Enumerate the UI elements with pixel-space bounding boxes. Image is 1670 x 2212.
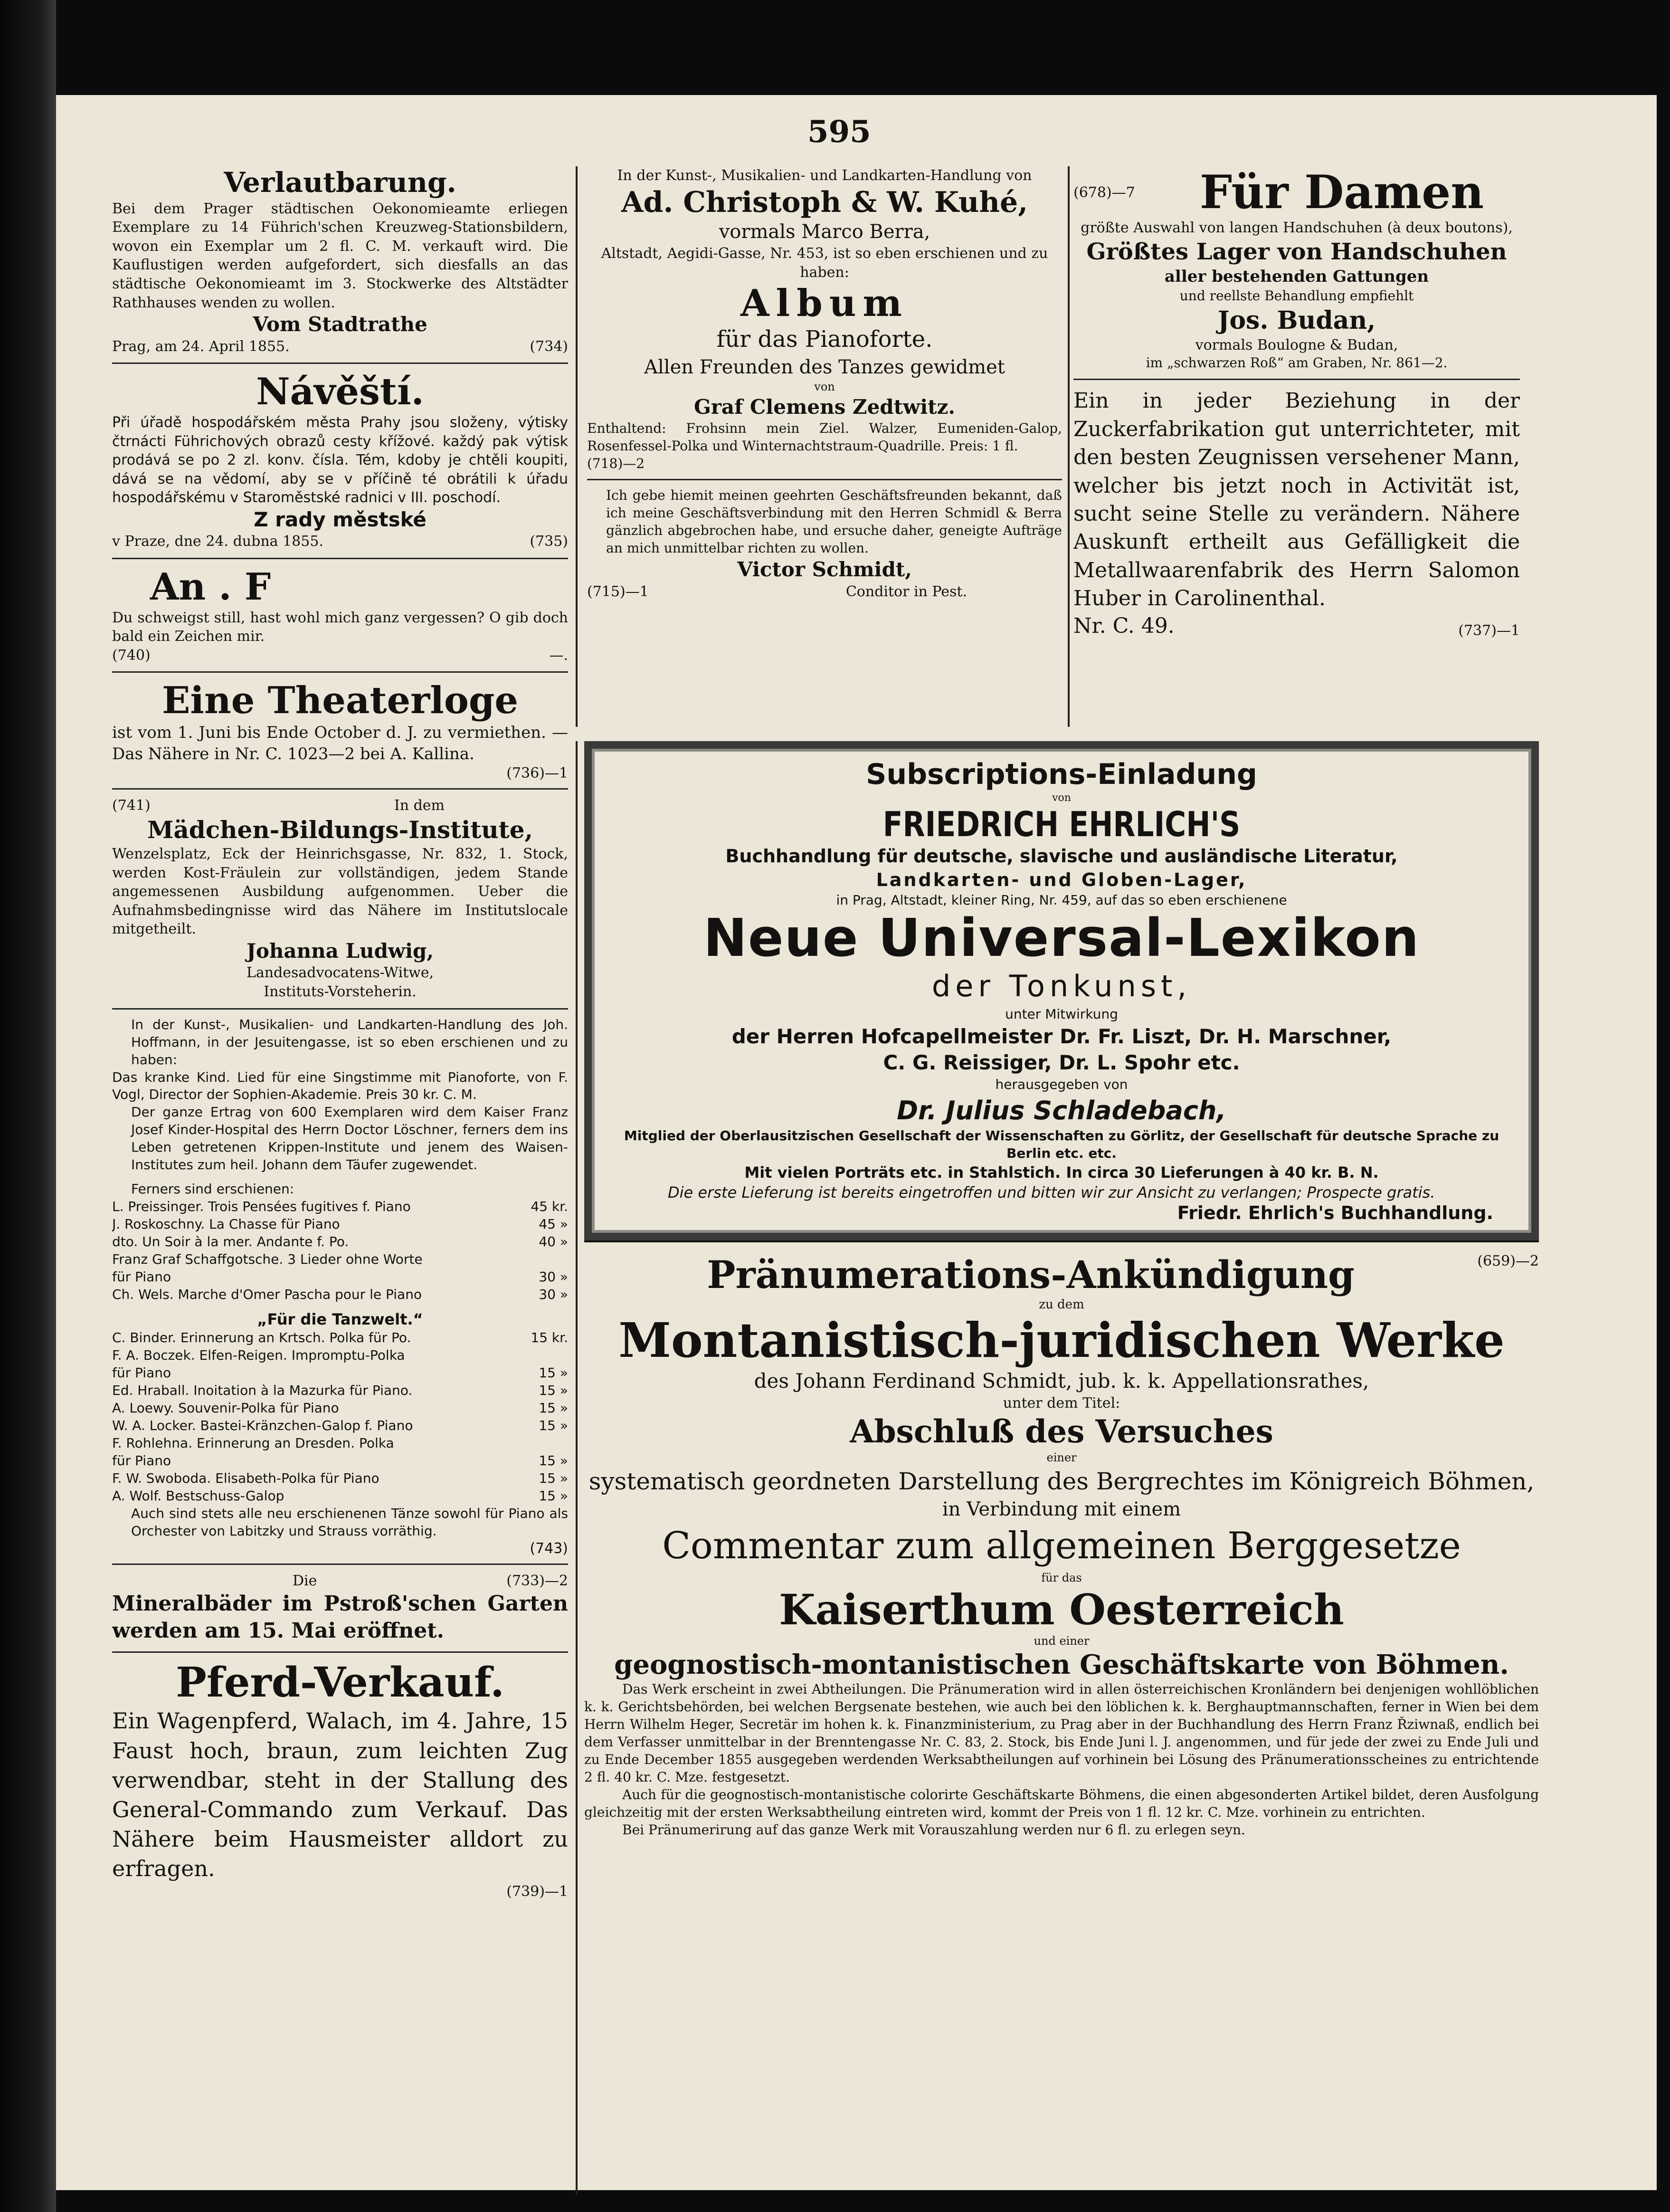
ad-line: C. G. Reissiger, Dr. L. Spohr etc. bbox=[883, 1051, 1240, 1075]
ad-signer: Vom Stadtrathe bbox=[253, 313, 427, 336]
ad-number: (736)—1 bbox=[506, 764, 568, 782]
ad-line: und einer bbox=[1034, 1634, 1090, 1648]
price-list-price: 45 kr. bbox=[531, 1199, 568, 1215]
price-list-title: C. Binder. Erinnerung an Krtsch. Polka für Po. bbox=[112, 1330, 411, 1346]
ad-subhead: „Für die Tanzwelt.“ bbox=[257, 1310, 423, 1328]
ad-von: von bbox=[1052, 792, 1071, 804]
ad-title: Pferd-Verkauf. bbox=[176, 1658, 504, 1707]
ad-work-title-2: der Tonkunst, bbox=[931, 969, 1192, 1004]
ad-title: Für Damen bbox=[1199, 166, 1484, 219]
divider bbox=[112, 1651, 568, 1653]
ad-signer: Jos. Budan, bbox=[1217, 305, 1376, 335]
ad-schmidt bbox=[587, 487, 1062, 601]
price-list-row bbox=[112, 1216, 568, 1233]
ad-line: Buchhandlung für deutsche, slavische und ausländische Literatur, bbox=[725, 845, 1398, 867]
page-number: 595 bbox=[807, 114, 871, 150]
ad-title: Eine Theaterloge bbox=[161, 679, 519, 723]
ad-signer-2: Conditor in Pest. bbox=[845, 583, 967, 600]
ad-damen bbox=[1073, 166, 1520, 372]
ad-date: Prag, am 24. April 1855. bbox=[112, 338, 290, 355]
ad-pre: In dem bbox=[394, 797, 445, 814]
ad-number: (739)—1 bbox=[506, 1883, 568, 1900]
ad-text: Při úřadě hospodářském města Prahy jsou složeny, výtisky čtrnácti Führichových obrazů cesty křížové. každý pak výtisk prodává se po 2 zl. konv. čísla. Tém, kdoby je chtěli koupiti, dává se na vědomí, aby se v příčině té obrátili k úřadu hospodářskému v Staroměstské radnici v III. poschodí. bbox=[112, 414, 568, 506]
ad-text: Auch für die geognostisch-montanistische colorirte Geschäftskarte Böhmens, die einen abgesonderten Artikel bildet, deren Ausfolgung gleichzeitig mit der ersten Werksabtheilung eintreten wird, kommt der Preis von 1 fl. 12 kr. C. Mze. vorhinein zu entrichten. bbox=[584, 1786, 1539, 1820]
ad-subtitle: für das Pianoforte. bbox=[716, 326, 933, 353]
price-list-title: Ed. Hraball. Inoitation à la Mazurka für Piano. bbox=[112, 1382, 413, 1398]
ad-zucker bbox=[1073, 387, 1520, 640]
price-list-row bbox=[112, 1470, 568, 1487]
ad-line: in Verbindung mit einem bbox=[942, 1498, 1181, 1520]
price-list-row bbox=[112, 1198, 568, 1216]
price-list-price: 15 » bbox=[539, 1487, 568, 1504]
ad-line: größte Auswahl von langen Handschuhen (à deux boutons), bbox=[1081, 219, 1513, 237]
ad-mineral bbox=[112, 1572, 568, 1645]
column-rule-1 bbox=[576, 166, 578, 727]
ad-title: Album bbox=[740, 281, 909, 325]
ad-author: des Johann Ferdinand Schmidt, jub. k. k. Appellationsrathes, bbox=[754, 1369, 1369, 1392]
ad-text: Ein Wagenpferd, Walach, im 4. Jahre, 15 Faust hoch, braun, zum leichten Zug verwendbar, steht in der Stallung des General-Commando zum Verkauf. Das Nähere beim Hausmeister alldort zu erfragen. bbox=[112, 1708, 568, 1881]
price-list-title: Ch. Wels. Marche d'Omer Pascha pour le Piano bbox=[112, 1286, 422, 1302]
ad-number: (741) bbox=[112, 797, 151, 814]
ad-date: v Praze, dne 24. dubna 1855. bbox=[112, 533, 323, 550]
ad-subtitle: Abschluß des Versuches bbox=[850, 1412, 1273, 1450]
ad-item: Der ganze Ertrag von 600 Exemplaren wird dem Kaiser Franz Josef Kinder-Hospital des Herrn Doctor Löschner, ferners dem ins Leben getretenen Krippen-Institute und jenem des Waisen-Institutes zum heil. Johann dem Täufer zugewendet. bbox=[131, 1104, 568, 1173]
ad-number: (659)—2 bbox=[1477, 1253, 1539, 1270]
column-rule-2 bbox=[1068, 166, 1070, 727]
ad-line: unter Mitwirkung bbox=[1005, 1006, 1118, 1022]
ad-hoffmann bbox=[112, 1016, 568, 1557]
ad-line: in Prag, Altstadt, kleiner Ring, Nr. 459, auf das so eben erschienene bbox=[836, 892, 1287, 908]
ad-line: zu dem bbox=[1039, 1297, 1084, 1312]
price-list-row bbox=[112, 1417, 568, 1435]
price-list-title: L. Preissinger. Trois Pensées fugitives f. Piano bbox=[112, 1199, 411, 1215]
price-list-title: J. Roskoschny. La Chasse für Piano bbox=[112, 1216, 340, 1232]
ad-signer: Johanna Ludwig, bbox=[246, 939, 434, 963]
ad-ehrlich-box bbox=[584, 741, 1539, 1240]
ad-pre: Die bbox=[293, 1572, 317, 1589]
ad-intro: In der Kunst-, Musikalien- und Landkarten-Handlung von bbox=[617, 167, 1032, 184]
price-list-price: 15 » bbox=[539, 1365, 568, 1381]
ad-firm: Ad. Christoph & W. Kuhé, bbox=[621, 185, 1028, 219]
column-rule-3 bbox=[576, 741, 578, 2195]
price-list-title: für Piano bbox=[112, 1269, 171, 1285]
price-list-title: A. Wolf. Bestschuss-Galop bbox=[112, 1487, 285, 1504]
ad-contents: Enthaltend: Frohsinn mein Ziel. Walzer, Eumeniden-Galop, Rosenfessel-Polka und Winternachtstraum-Quadrille. Preis: 1 fl. bbox=[587, 420, 1062, 454]
ad-number: (734) bbox=[530, 338, 568, 355]
ad-kuhe bbox=[587, 166, 1062, 472]
ad-dedication: Allen Freunden des Tanzes gewidmet bbox=[644, 356, 1005, 378]
ad-line: herausgegeben von bbox=[995, 1076, 1128, 1092]
ad-title: Návěští. bbox=[256, 370, 424, 414]
ad-text: ist vom 1. Juni bis Ende October d. J. zu vermiethen. — Das Nähere in Nr. C. 1023—2 bei A. Kallina. bbox=[112, 723, 568, 764]
price-list-price: 30 » bbox=[539, 1269, 568, 1285]
divider bbox=[112, 1008, 568, 1010]
price-list-row bbox=[112, 1382, 568, 1400]
price-list-price: 45 » bbox=[539, 1216, 568, 1232]
ad-title: Subscriptions-Einladung bbox=[866, 758, 1257, 791]
ad-number: (678)—7 bbox=[1073, 184, 1135, 201]
price-list-price: 15 » bbox=[539, 1470, 568, 1486]
price-list-title: für Piano bbox=[112, 1452, 171, 1468]
ad-work-title: Neue Universal-Lexikon bbox=[703, 907, 1420, 969]
price-list-row bbox=[112, 1347, 568, 1364]
ad-editor: Dr. Julius Schladebach, bbox=[897, 1095, 1226, 1125]
ad-author: Graf Clemens Zedtwitz. bbox=[693, 395, 956, 419]
ad-an bbox=[112, 566, 568, 665]
ad-signer-2: vormals Boulogne & Budan, bbox=[1195, 336, 1398, 353]
ad-title: Mädchen-Bildungs-Institute, bbox=[147, 815, 533, 844]
divider bbox=[112, 558, 568, 559]
ad-subtitle: Commentar zum allgemeinen Berggesetze bbox=[662, 1525, 1461, 1568]
ad-subtitle: Kaiserthum Oesterreich bbox=[779, 1584, 1344, 1634]
price-list bbox=[112, 1329, 568, 1505]
ad-address: Altstadt, Aegidi-Gasse, Nr. 453, ist so eben erschienen und zu haben: bbox=[601, 245, 1048, 281]
price-list-title: F. Rohlehna. Erinnerung an Dresden. Polka bbox=[112, 1435, 394, 1451]
divider bbox=[112, 1564, 568, 1565]
ad-text: Bei Pränumerirung auf das ganze Werk mit Vorauszahlung werden nur 6 fl. zu erlegen seyn. bbox=[622, 1821, 1245, 1838]
price-list-row bbox=[112, 1286, 568, 1304]
ad-signer: Victor Schmidt, bbox=[737, 558, 912, 582]
ad-line: und reellste Behandlung empfiehlt bbox=[1179, 287, 1414, 304]
ad-subhead: Ferners sind erschienen: bbox=[131, 1181, 294, 1197]
price-list-title: F. A. Boczek. Elfen-Reigen. Impromptu-Polka bbox=[112, 1347, 405, 1363]
price-list-title: dto. Un Soir à la mer. Andante f. Po. bbox=[112, 1234, 349, 1250]
ad-title: Pränumerations-Ankündigung bbox=[707, 1252, 1355, 1297]
ad-signer-2: Landesadvocatens-Witwe, bbox=[246, 964, 434, 982]
price-list-price: 15 » bbox=[539, 1452, 568, 1468]
ad-praenumeration bbox=[584, 1253, 1539, 1839]
price-list-price: 15 » bbox=[539, 1382, 568, 1398]
ad-text: Ich gebe hiemit meinen geehrten Geschäftsfreunden bekannt, daß ich meine Geschäftsverbindung mit den Herren Schmidl & Berra gänzlich abgebrochen habe, und ersuche daher, geneigte Aufträge an mich unmittelbar richten zu wollen. bbox=[606, 487, 1062, 556]
ad-von: von bbox=[814, 380, 835, 394]
price-list-title: F. W. Swoboda. Elisabeth-Polka für Piano bbox=[112, 1470, 380, 1486]
ad-navesti bbox=[112, 371, 568, 551]
ad-verlautbarung bbox=[112, 166, 568, 356]
ad-line: für das bbox=[1041, 1571, 1082, 1585]
ad-line: aller bestehenden Gattungen bbox=[1164, 267, 1429, 286]
ad-text: Das Werk erscheint in zwei Abtheilungen. Die Pränumeration wird in allen österreichischen Kronländern bei denjenigen wohllöblichen k. k. Gerichtsbehörden, bei welchen Bergsenate bestehen, wie auch bei den löblichen k. k. Berghauptmannschaften, ferner in Wien bei dem Herrn Wilhelm Heger, Secretär im hohen k. k. Finanzministerium, zu Prag aber in der Buchhandlung des Herrn Franz Řziwnaß, endlich bei dem Verfasser unmittelbar in der Brenntengasse Nr. C. 83, 2. Stock, bis Ende Juni l. J. angenommen, und für jede der zwei zu Ende Juli und zu Ende December 1855 ausgegeben werdenden Werksabtheilungen auf vorhinein bei Lösung des Pränumerationsscheines zu entrichtende 2 fl. 40 kr. C. Mze. festgesetzt. bbox=[584, 1681, 1539, 1785]
ad-number: (743) bbox=[530, 1540, 568, 1557]
ad-line: Mitglied der Oberlausitzischen Gesellschaft der Wissenschaften zu Görlitz, der Gesellschaft für deutsche Sprache zu Berlin etc. etc. bbox=[624, 1127, 1499, 1161]
ad-text: Wenzelsplatz, Eck der Heinrichsgasse, Nr. 832, 1. Stock, werden Kost-Fräulein zur vollständigen, jedem Stande angemessenen Ausbildung aufgenommen. Ueber die Aufnahmsbedingnisse wird das Nähere im Institutslocale mitgetheilt. bbox=[112, 846, 568, 938]
wide-area bbox=[584, 741, 1539, 1845]
price-list-row bbox=[112, 1452, 568, 1470]
ad-number: (735) bbox=[530, 533, 568, 550]
ad-number: (718)—2 bbox=[587, 455, 645, 471]
price-list-row bbox=[112, 1268, 568, 1286]
column-middle bbox=[587, 166, 1062, 722]
price-list-row bbox=[112, 1329, 568, 1347]
price-list bbox=[112, 1198, 568, 1304]
ad-text: Du schweigst still, hast wohl mich ganz vergessen? O gib doch bald ein Zeichen mir. bbox=[112, 609, 568, 645]
ad-intro: In der Kunst-, Musikalien- und Landkarten-Handlung des Joh. Hoffmann, in der Jesuitengasse, ist so eben erschienen und zu haben: bbox=[131, 1016, 568, 1068]
ad-pferd bbox=[112, 1659, 568, 1900]
ad-number: (715)—1 bbox=[587, 583, 649, 600]
ad-signer-3: im „schwarzen Roß“ am Graben, Nr. 861—2. bbox=[1146, 355, 1448, 371]
divider bbox=[587, 479, 1062, 480]
price-list-row bbox=[112, 1400, 568, 1417]
price-list-row bbox=[112, 1487, 568, 1505]
ad-subtitle: systematisch geordneten Darstellung des Bergrechtes im Königreich Böhmen, bbox=[588, 1467, 1535, 1495]
ad-number: (737)—1 bbox=[1458, 622, 1520, 639]
ad-maedchen bbox=[112, 796, 568, 1001]
ad-work-title: Montanistisch-juridischen Werke bbox=[618, 1312, 1505, 1368]
price-list-price: 15 » bbox=[539, 1400, 568, 1416]
ad-line: unter dem Titel: bbox=[1003, 1395, 1120, 1412]
ad-line: Landkarten- und Globen-Lager, bbox=[876, 869, 1247, 890]
price-list-title: A. Loewy. Souvenir-Polka für Piano bbox=[112, 1400, 339, 1416]
divider bbox=[1073, 379, 1520, 380]
column-left bbox=[112, 166, 568, 2190]
ad-title: An . F bbox=[150, 565, 271, 609]
ad-item: Das kranke Kind. Lied für eine Singstimme mit Pianoforte, von F. Vogl, Director der Sophien-Akademie. Preis 30 kr. C. M. bbox=[112, 1069, 568, 1103]
ad-outro: Auch sind stets alle neu erschienenen Tänze sowohl für Piano als Orchester von Labitzky und Strauss vorräthig. bbox=[131, 1505, 568, 1539]
ad-address: Nr. C. 49. bbox=[1073, 614, 1175, 639]
ad-signer-3: Instituts-Vorsteherin. bbox=[264, 983, 417, 1001]
divider bbox=[112, 671, 568, 673]
column-right bbox=[1073, 166, 1520, 722]
ad-title: Verlautbarung. bbox=[224, 166, 456, 199]
price-list-title: für Piano bbox=[112, 1365, 171, 1381]
ad-number: (740) bbox=[112, 647, 151, 664]
scan-left-edge bbox=[0, 0, 56, 2212]
ad-formerly: vormals Marco Berra, bbox=[719, 220, 930, 243]
ad-subtitle: geognostisch-montanistischen Geschäftskarte von Böhmen. bbox=[614, 1649, 1509, 1680]
ad-line: Die erste Lieferung ist bereits eingetroffen und bitten wir zur Ansicht zu verlangen; Prospecte gratis. bbox=[668, 1183, 1435, 1202]
divider bbox=[112, 788, 568, 790]
ad-text: Ein in jeder Beziehung in der Zuckerfabrikation gut unterrichteter, mit den besten Zeugnissen versehener Mann, welcher bis jetzt noch in Activität ist, sucht seine Stelle zu verändern. Nähere Auskunft ertheilt aus Gefälligkeit die Metallwaarenfabrik des Herrn Salomon Huber in Carolinenthal. bbox=[1073, 389, 1520, 611]
ad-number: (733)—2 bbox=[506, 1572, 568, 1589]
ad-title: Mineralbäder im Pstroß'schen Garten werden am 15. Mai eröffnet. bbox=[112, 1592, 568, 1643]
ad-theaterloge bbox=[112, 679, 568, 781]
price-list-row bbox=[112, 1435, 568, 1452]
ad-signer: Z rady městské bbox=[254, 507, 427, 531]
ad-line: Größtes Lager von Handschuhen bbox=[1086, 238, 1507, 265]
price-list-row bbox=[112, 1233, 568, 1251]
price-list-row bbox=[112, 1364, 568, 1382]
ad-firm: FRIEDRICH EHRLICH'S bbox=[882, 804, 1241, 845]
ad-line: Mit vielen Porträts etc. in Stahlstich. In circa 30 Lieferungen à 40 kr. B. N. bbox=[744, 1163, 1379, 1182]
price-list-price: 15 kr. bbox=[531, 1330, 568, 1346]
price-list-title: W. A. Locker. Bastei-Kränzchen-Galop f. Piano bbox=[112, 1417, 413, 1433]
ad-signer: Friedr. Ehrlich's Buchhandlung. bbox=[1177, 1202, 1493, 1224]
price-list-price: 15 » bbox=[539, 1417, 568, 1433]
ad-text: Bei dem Prager städtischen Oekonomieamte erliegen Exemplare zu 14 Führich'schen Kreuzweg-Stationsbildern, wovon ein Exemplar um 2 fl. C. M. verkauft wird. Die Kauflustigen werden aufgefordert, sich diesfalls an das städtische Oekonomieamt im 3. Stockwerke des Altstädter Rathhauses wenden zu wollen. bbox=[112, 200, 568, 311]
ad-line: einer bbox=[1046, 1450, 1077, 1464]
price-list-row bbox=[112, 1251, 568, 1268]
price-list-price: 40 » bbox=[539, 1234, 568, 1250]
price-list-title: Franz Graf Schaffgotsche. 3 Lieder ohne Worte bbox=[112, 1251, 423, 1268]
price-list-price: 30 » bbox=[539, 1286, 568, 1302]
ad-line: der Herren Hofcapellmeister Dr. Fr. Liszt, Dr. H. Marschner, bbox=[731, 1024, 1392, 1048]
divider bbox=[112, 362, 568, 364]
ad-dash: —. bbox=[549, 647, 568, 664]
